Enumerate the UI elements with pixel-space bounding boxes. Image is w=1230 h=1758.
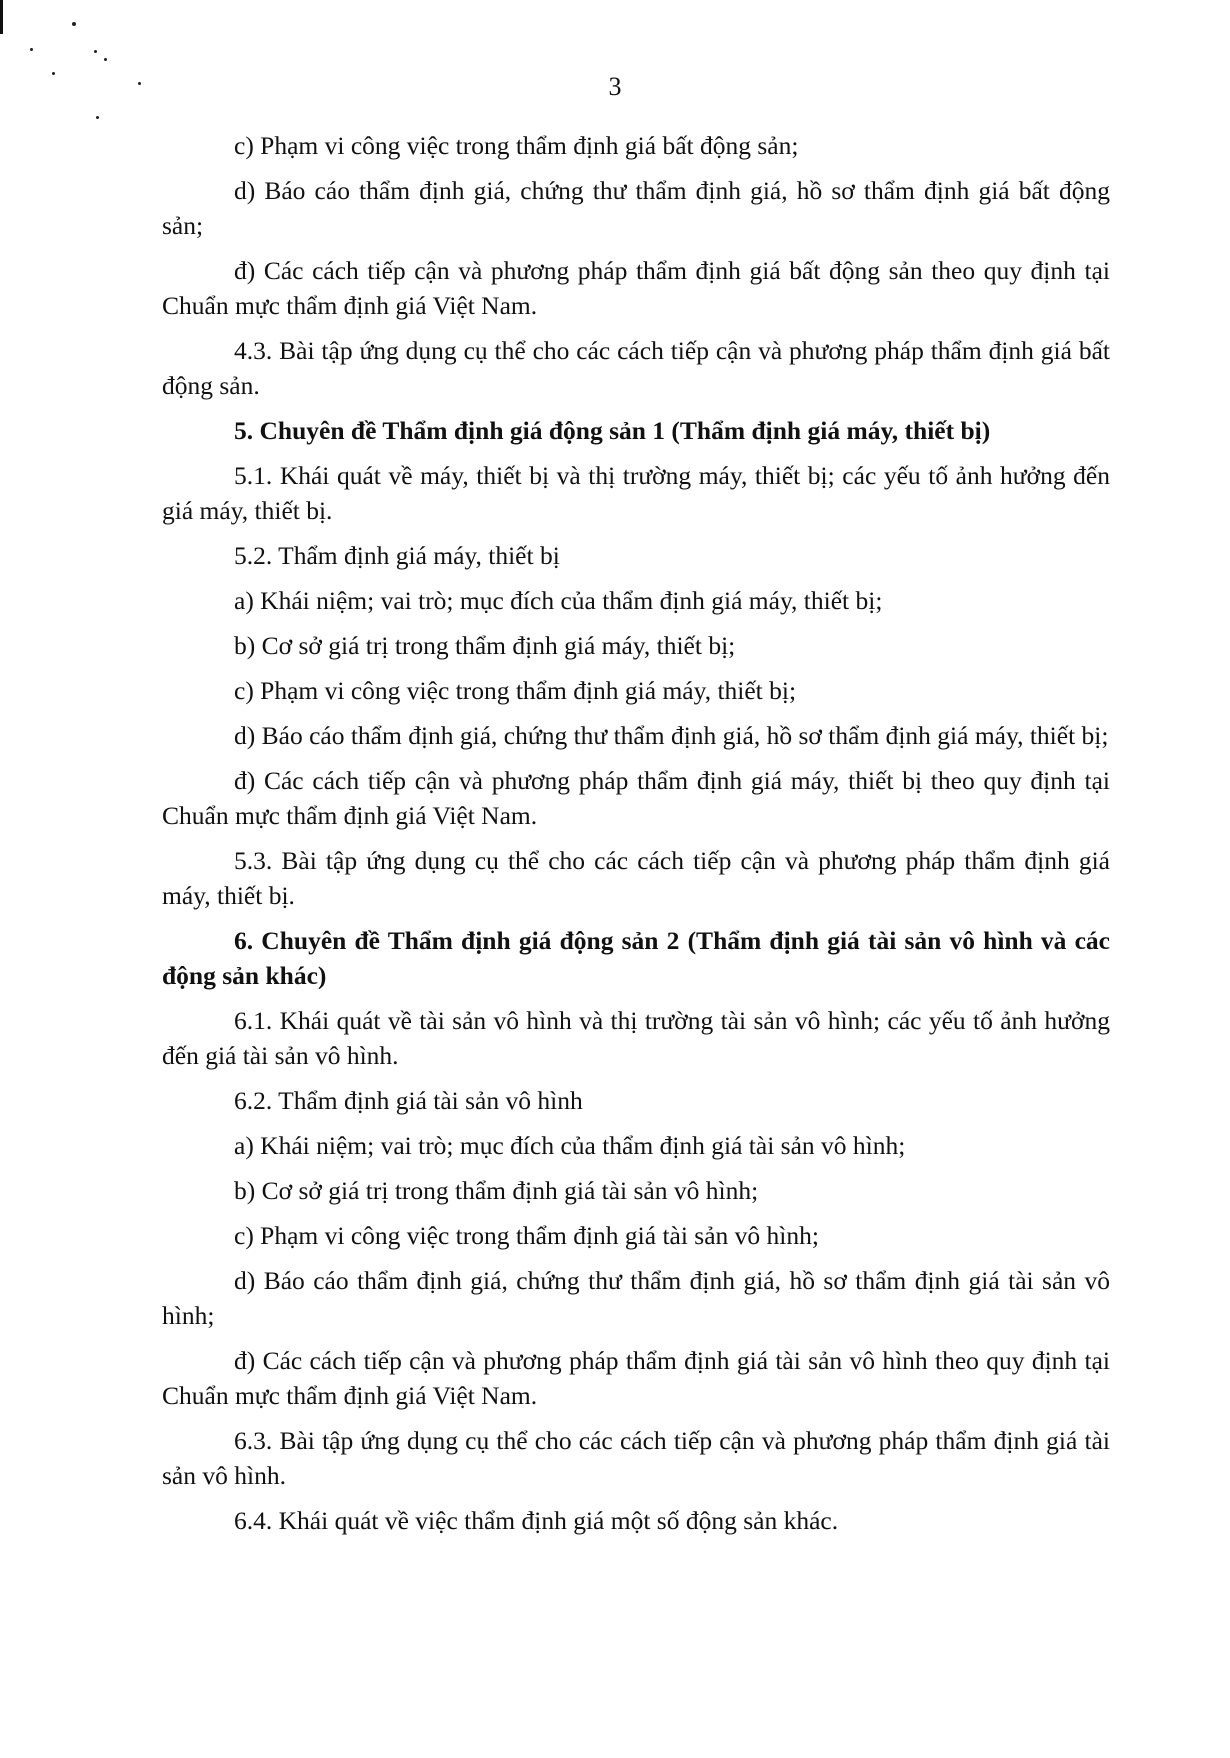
paragraph: 6.4. Khái quát về việc thẩm định giá một số động sản khác.: [234, 1506, 839, 1535]
page-number: 3: [608, 72, 622, 101]
paragraph: d) Báo cáo thẩm định giá, chứng thư thẩm định giá, hồ sơ thẩm định giá tài sản vô hình;: [162, 1266, 1110, 1330]
scan-speck: [96, 116, 99, 119]
paragraph: 5.3. Bài tập ứng dụng cụ thể cho các cách tiếp cận và phương pháp thẩm định giá máy, thiết bị.: [162, 846, 1110, 910]
section-heading: 5. Chuyên đề Thẩm định giá động sản 1 (Thẩm định giá máy, thiết bị): [234, 416, 991, 445]
paragraph: 5.1. Khái quát về máy, thiết bị và thị trường máy, thiết bị; các yếu tố ảnh hưởng đến giá máy, thiết bị.: [162, 461, 1110, 525]
section-heading: 6. Chuyên đề Thẩm định giá động sản 2 (Thẩm định giá tài sản vô hình và các động sản khác): [162, 926, 1110, 990]
scan-speck: [94, 50, 97, 53]
scan-speck: [104, 58, 107, 61]
paragraph: b) Cơ sở giá trị trong thẩm định giá tài sản vô hình;: [234, 1176, 759, 1205]
paragraph: 6.1. Khái quát về tài sản vô hình và thị trường tài sản vô hình; các yếu tố ảnh hưởng đến giá tài sản vô hình.: [162, 1006, 1110, 1070]
paragraph: c) Phạm vi công việc trong thẩm định giá bất động sản;: [234, 131, 799, 160]
scan-speck: [30, 48, 33, 51]
paragraph: d) Báo cáo thẩm định giá, chứng thư thẩm định giá, hồ sơ thẩm định giá bất động sản;: [162, 176, 1110, 240]
paragraph: đ) Các cách tiếp cận và phương pháp thẩm định giá bất động sản theo quy định tại Chuẩn mực thẩm định giá Việt Nam.: [162, 256, 1110, 320]
paragraph: 4.3. Bài tập ứng dụng cụ thể cho các cách tiếp cận và phương pháp thẩm định giá bất động sản.: [162, 336, 1110, 400]
paragraph: a) Khái niệm; vai trò; mục đích của thẩm định giá máy, thiết bị;: [234, 586, 883, 615]
paragraph: 6.3. Bài tập ứng dụng cụ thể cho các cách tiếp cận và phương pháp thẩm định giá tài sản vô hình.: [162, 1426, 1110, 1490]
paragraph: 6.2. Thẩm định giá tài sản vô hình: [234, 1086, 583, 1115]
scan-edge-mark: [0, 0, 3, 34]
document-body: [162, 128, 1110, 1548]
paragraph: d) Báo cáo thẩm định giá, chứng thư thẩm định giá, hồ sơ thẩm định giá máy, thiết bị;: [234, 721, 1109, 750]
paragraph: 5.2. Thẩm định giá máy, thiết bị: [234, 541, 560, 570]
paragraph: đ) Các cách tiếp cận và phương pháp thẩm định giá tài sản vô hình theo quy định tại Chuẩn mực thẩm định giá Việt Nam.: [162, 1346, 1110, 1410]
paragraph: a) Khái niệm; vai trò; mục đích của thẩm định giá tài sản vô hình;: [234, 1131, 906, 1160]
paragraph: đ) Các cách tiếp cận và phương pháp thẩm định giá máy, thiết bị theo quy định tại Chuẩn mực thẩm định giá Việt Nam.: [162, 766, 1110, 830]
paragraph: b) Cơ sở giá trị trong thẩm định giá máy, thiết bị;: [234, 631, 736, 660]
scan-speck: [72, 22, 76, 26]
paragraph: c) Phạm vi công việc trong thẩm định giá tài sản vô hình;: [234, 1221, 819, 1250]
paragraph: c) Phạm vi công việc trong thẩm định giá máy, thiết bị;: [234, 676, 797, 705]
